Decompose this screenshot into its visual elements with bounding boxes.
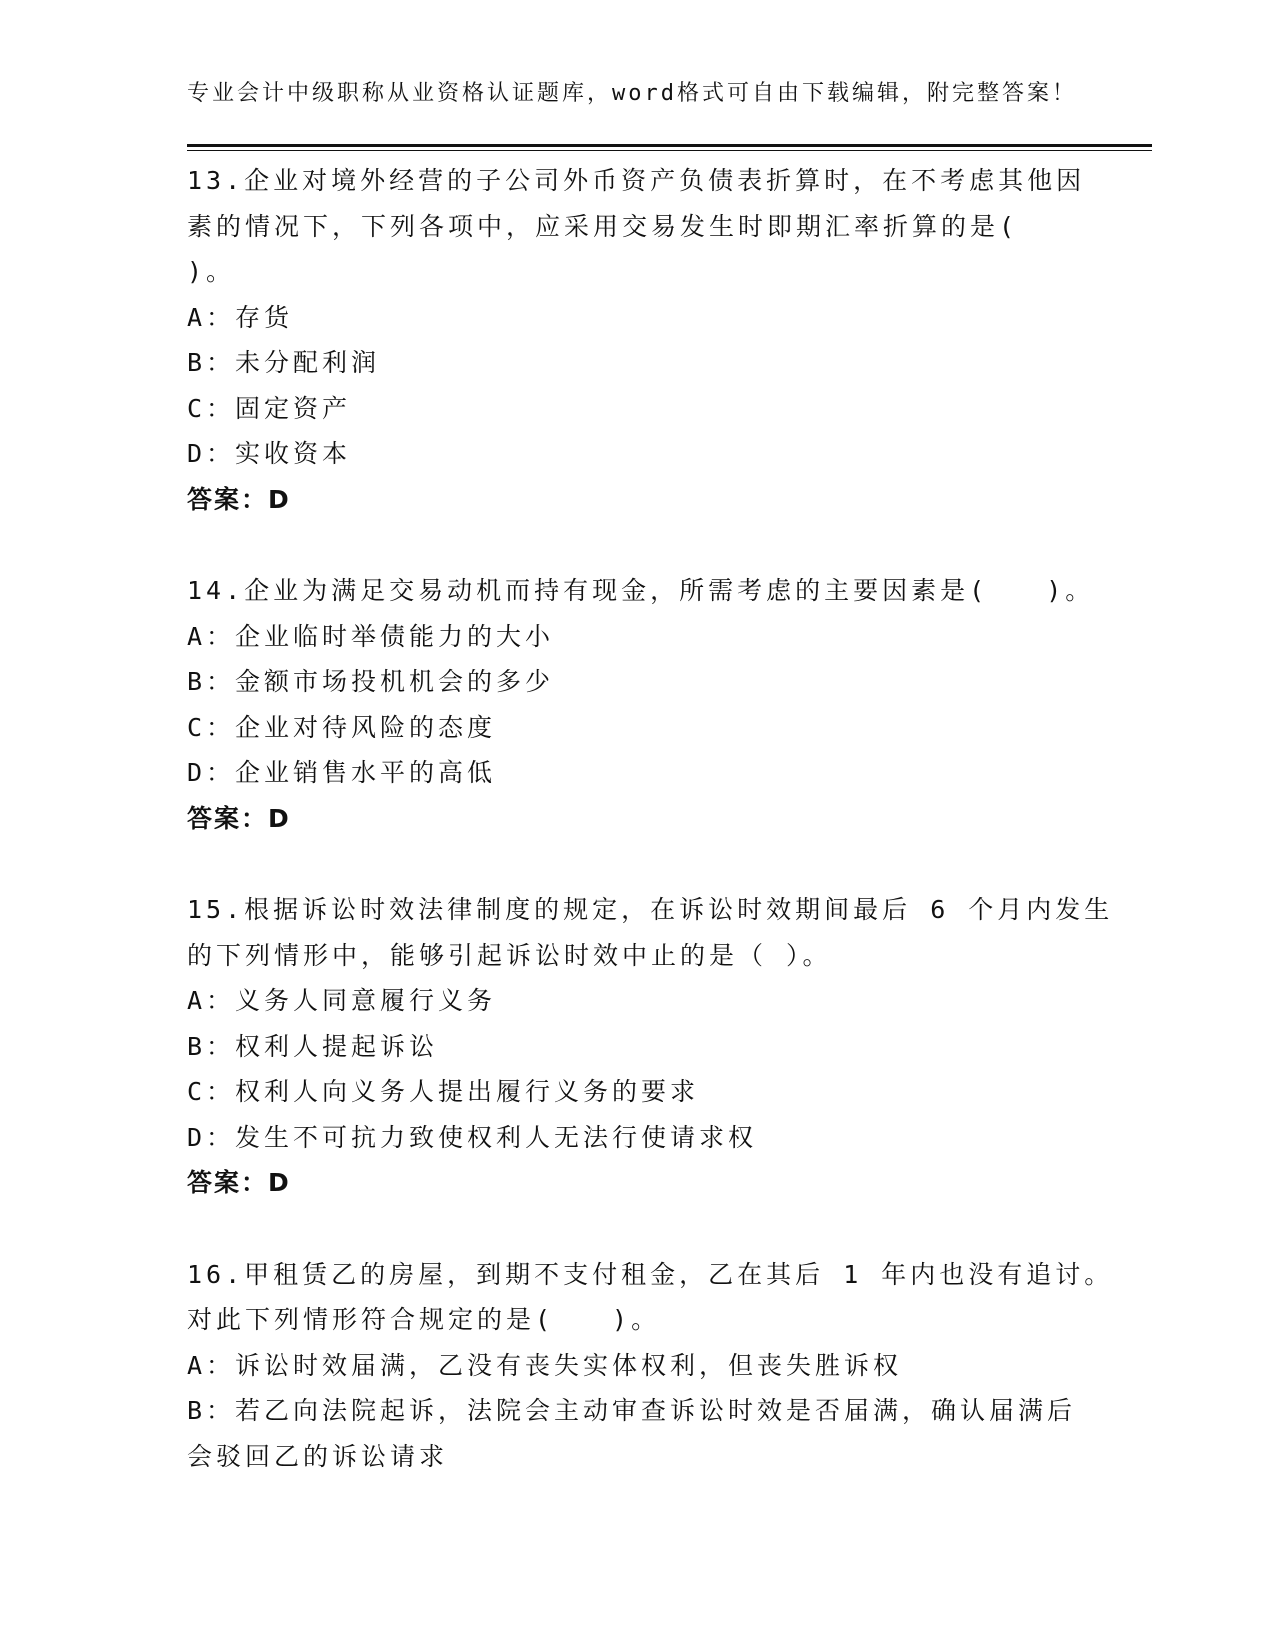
question-list (187, 158, 1114, 1525)
page-header: 专业会计中级职称从业资格认证题库，word格式可自由下载编辑，附完整答案！ (187, 81, 1077, 106)
question-stem-line: )。 (187, 257, 236, 286)
option-b: B：未分配利润 (187, 348, 381, 377)
option-b: B：金额市场投机机会的多少 (187, 667, 555, 696)
question-stem-line: 的下列情形中，能够引起诉讼时效中止的是（ ）。 (187, 940, 832, 970)
option-d: D：企业销售水平的高低 (187, 758, 497, 787)
option-b: B：权利人提起诉讼 (187, 1031, 439, 1061)
question-stem-line: 素的情况下，下列各项中，应采用交易发生时即期汇率折算的是( (187, 211, 1019, 241)
option-a: A：存货 (187, 302, 294, 332)
option-c: C：固定资产 (187, 393, 352, 423)
question-15 (187, 887, 1114, 1206)
question-13 (187, 158, 1087, 522)
option-d: D：发生不可抗力致使权利人无法行使请求权 (187, 1122, 758, 1152)
question-stem-line: 15.根据诉讼时效法律制度的规定，在诉讼时效期间最后 6 个月内发生 (187, 895, 1114, 924)
question-14 (187, 568, 1095, 841)
option-a: A：诉讼时效届满，乙没有丧失实体权利，但丧失胜诉权 (187, 1350, 903, 1380)
answer-label: 答案：D (187, 484, 291, 514)
option-a: A：企业临时举债能力的大小 (187, 621, 555, 651)
question-stem-line: 13.企业对境外经营的子公司外币资产负债表折算时，在不考虑其他因 (187, 166, 1086, 195)
answer-label: 答案：D (187, 803, 291, 833)
option-c: C：企业对待风险的态度 (187, 712, 497, 742)
question-stem-line: 16.甲租赁乙的房屋，到期不支付租金，乙在其后 1 年内也没有追讨。 (187, 1259, 1114, 1289)
option-b-continued: 会驳回乙的诉讼请求 (187, 1441, 449, 1471)
option-d: D：实收资本 (187, 439, 352, 468)
question-stem-line: 对此下列情形符合规定的是( )。 (187, 1305, 661, 1334)
answer-label: 答案：D (187, 1168, 291, 1197)
question-stem-line: 14.企业为满足交易动机而持有现金，所需考虑的主要因素是( )。 (187, 576, 1095, 605)
header-rule-thin (187, 150, 1152, 151)
option-a: A：义务人同意履行义务 (187, 986, 497, 1015)
header-rule (187, 144, 1152, 147)
option-b: B：若乙向法院起诉，法院会主动审查诉讼时效是否届满，确认届满后 (187, 1396, 1077, 1425)
option-c: C：权利人向义务人提出履行义务的要求 (187, 1077, 700, 1106)
question-16 (187, 1252, 1114, 1480)
